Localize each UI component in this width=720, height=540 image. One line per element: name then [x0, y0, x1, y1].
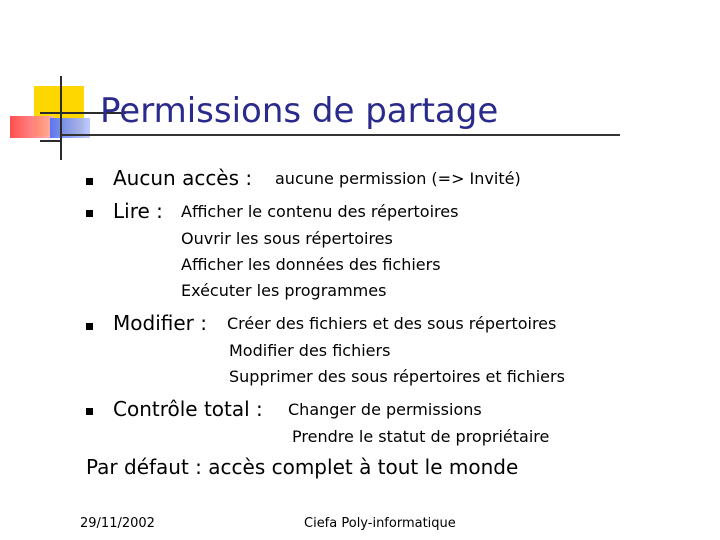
- bullet-detail: Supprimer des sous répertoires et fichiers: [229, 367, 565, 386]
- bullet-detail: Modifier des fichiers: [229, 341, 391, 360]
- footer-organization: Ciefa Poly-informatique: [304, 516, 456, 531]
- bullet-detail: Afficher les données des fichiers: [181, 255, 441, 274]
- bullet-term-lire: Lire :: [113, 199, 163, 223]
- default-statement: Par défaut : accès complet à tout le monde: [86, 455, 519, 479]
- bullet-detail: Afficher le contenu des répertoires: [181, 202, 459, 221]
- title-underline: [62, 134, 620, 136]
- bullet-detail: Prendre le statut de propriétaire: [292, 427, 550, 446]
- bullet-term-controle-total: Contrôle total :: [113, 397, 263, 421]
- bullet-term-modifier: Modifier :: [113, 311, 207, 335]
- bullet-detail: Exécuter les programmes: [181, 281, 387, 300]
- bullet-term-aucun-acces: Aucun accès :: [113, 166, 253, 190]
- slide-title: Permissions de partage: [100, 91, 499, 131]
- bullet-detail: Créer des fichiers et des sous répertoires: [227, 314, 557, 333]
- logo-vertical-line: [60, 76, 62, 160]
- footer-date: 29/11/2002: [80, 516, 155, 531]
- logo-red-bar: [10, 116, 54, 138]
- bullet-detail: Changer de permissions: [288, 400, 482, 419]
- bullet-marker: [86, 408, 93, 415]
- logo-horizontal-line-short: [40, 140, 60, 142]
- bullet-marker: [86, 323, 93, 330]
- bullet-marker: [86, 178, 93, 185]
- bullet-detail: Ouvrir les sous répertoires: [181, 229, 393, 248]
- bullet-detail: aucune permission (=> Invité): [275, 169, 521, 188]
- bullet-marker: [86, 210, 93, 217]
